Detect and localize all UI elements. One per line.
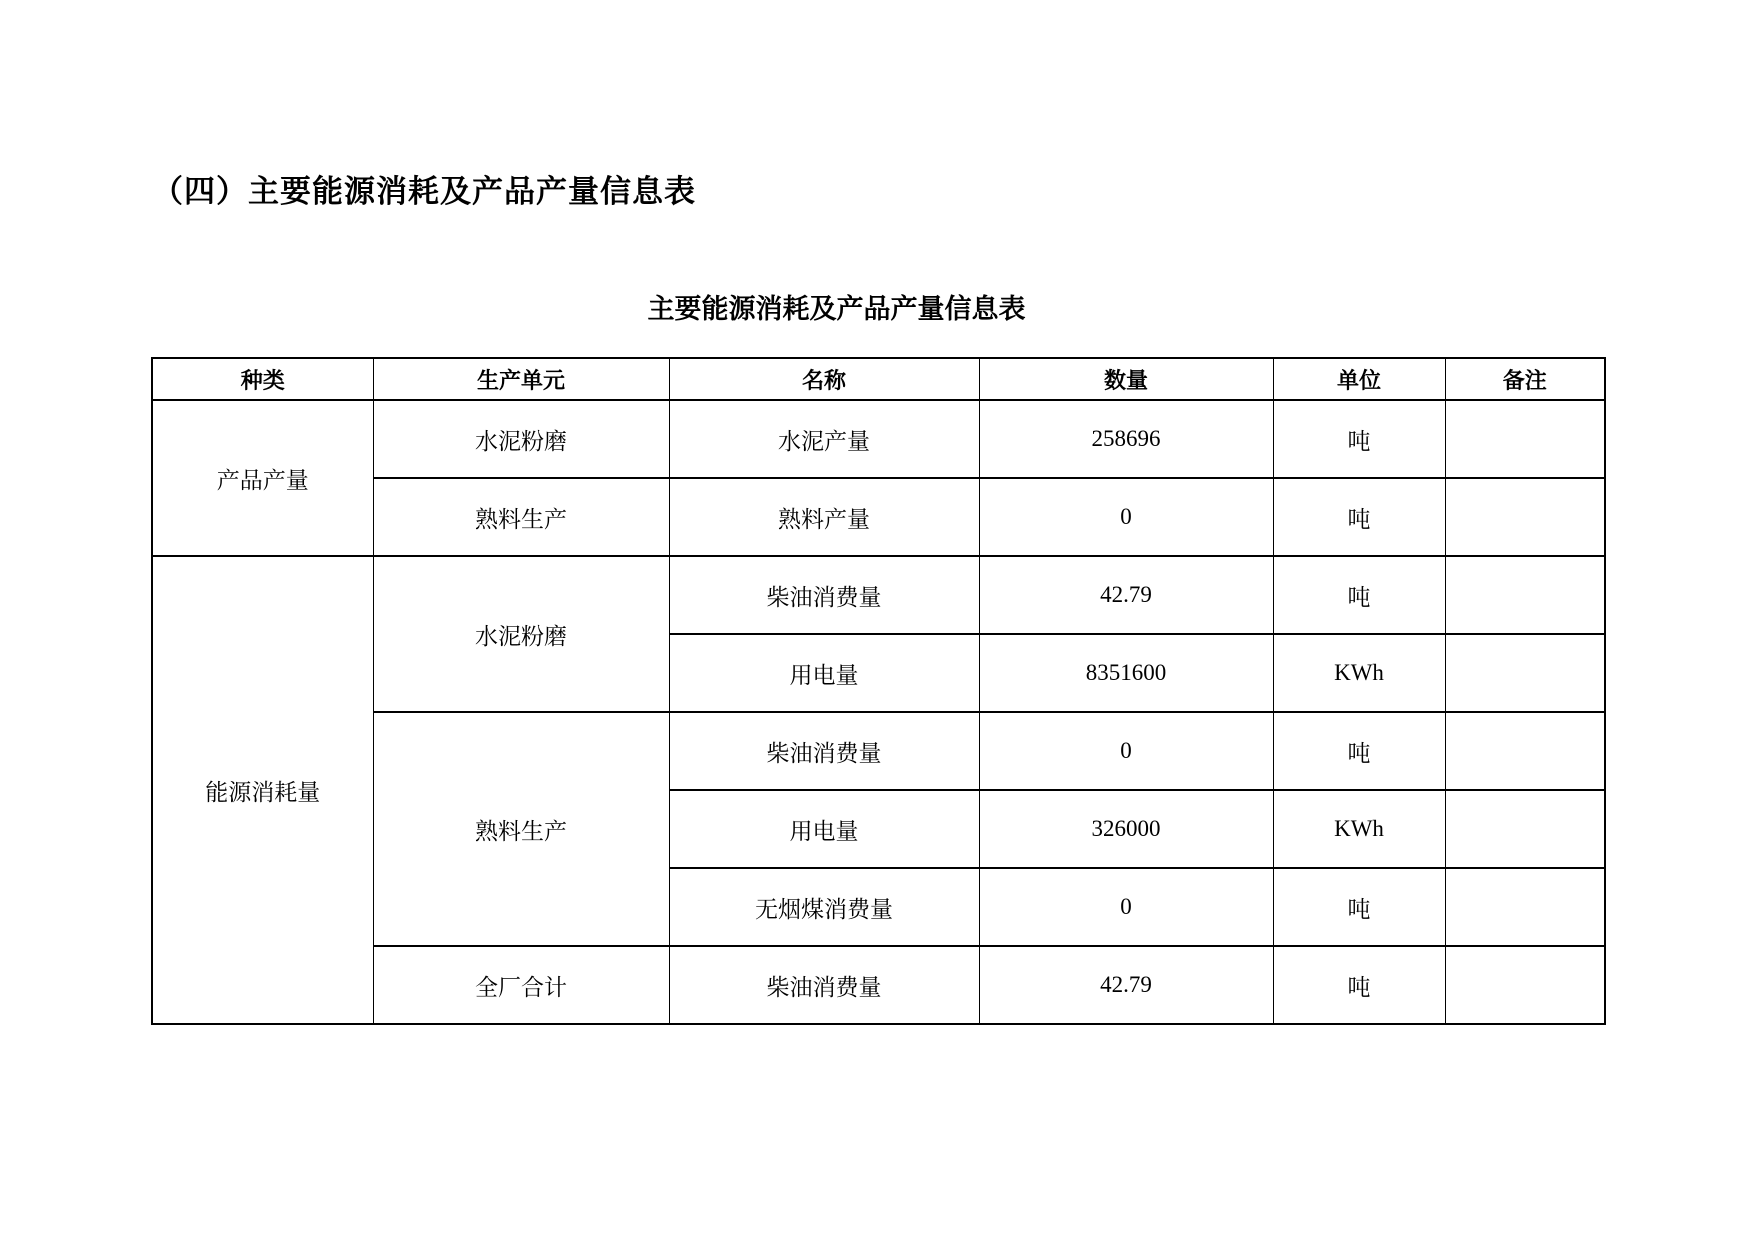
unit-cell: KWh	[1273, 634, 1445, 712]
quantity-cell: 258696	[979, 400, 1273, 478]
header-quantity: 数量	[979, 358, 1273, 400]
remark-cell	[1445, 556, 1605, 634]
quantity-cell: 0	[979, 868, 1273, 946]
unit-cell: 吨	[1273, 712, 1445, 790]
remark-cell	[1445, 790, 1605, 868]
production-unit-cell: 熟料生产	[373, 712, 669, 946]
unit-cell: KWh	[1273, 790, 1445, 868]
quantity-cell: 42.79	[979, 556, 1273, 634]
header-name: 名称	[669, 358, 979, 400]
remark-cell	[1445, 478, 1605, 556]
name-cell: 柴油消费量	[669, 946, 979, 1024]
category-cell: 能源消耗量	[152, 556, 373, 1024]
quantity-cell: 42.79	[979, 946, 1273, 1024]
section-heading: （四）主要能源消耗及产品产量信息表	[152, 174, 696, 209]
name-cell: 用电量	[669, 790, 979, 868]
unit-cell: 吨	[1273, 868, 1445, 946]
name-cell: 无烟煤消费量	[669, 868, 979, 946]
header-unit: 单位	[1273, 358, 1445, 400]
unit-cell: 吨	[1273, 946, 1445, 1024]
header-production-unit: 生产单元	[373, 358, 669, 400]
table-title: 主要能源消耗及产品产量信息表	[647, 294, 1026, 324]
remark-cell	[1445, 634, 1605, 712]
header-category: 种类	[152, 358, 373, 400]
name-cell: 熟料产量	[669, 478, 979, 556]
table-header-row	[152, 358, 1605, 400]
table-row	[152, 400, 1605, 478]
quantity-cell: 326000	[979, 790, 1273, 868]
remark-cell	[1445, 868, 1605, 946]
quantity-cell: 8351600	[979, 634, 1273, 712]
quantity-cell: 0	[979, 478, 1273, 556]
production-unit-cell: 熟料生产	[373, 478, 669, 556]
energy-product-table	[151, 357, 1606, 1025]
remark-cell	[1445, 712, 1605, 790]
remark-cell	[1445, 400, 1605, 478]
unit-cell: 吨	[1273, 556, 1445, 634]
name-cell: 用电量	[669, 634, 979, 712]
table-row	[152, 556, 1605, 634]
name-cell: 柴油消费量	[669, 556, 979, 634]
name-cell: 柴油消费量	[669, 712, 979, 790]
remark-cell	[1445, 946, 1605, 1024]
production-unit-cell: 水泥粉磨	[373, 556, 669, 712]
production-unit-cell: 水泥粉磨	[373, 400, 669, 478]
unit-cell: 吨	[1273, 478, 1445, 556]
category-cell: 产品产量	[152, 400, 373, 556]
quantity-cell: 0	[979, 712, 1273, 790]
name-cell: 水泥产量	[669, 400, 979, 478]
production-unit-cell: 全厂合计	[373, 946, 669, 1024]
unit-cell: 吨	[1273, 400, 1445, 478]
header-remark: 备注	[1445, 358, 1605, 400]
